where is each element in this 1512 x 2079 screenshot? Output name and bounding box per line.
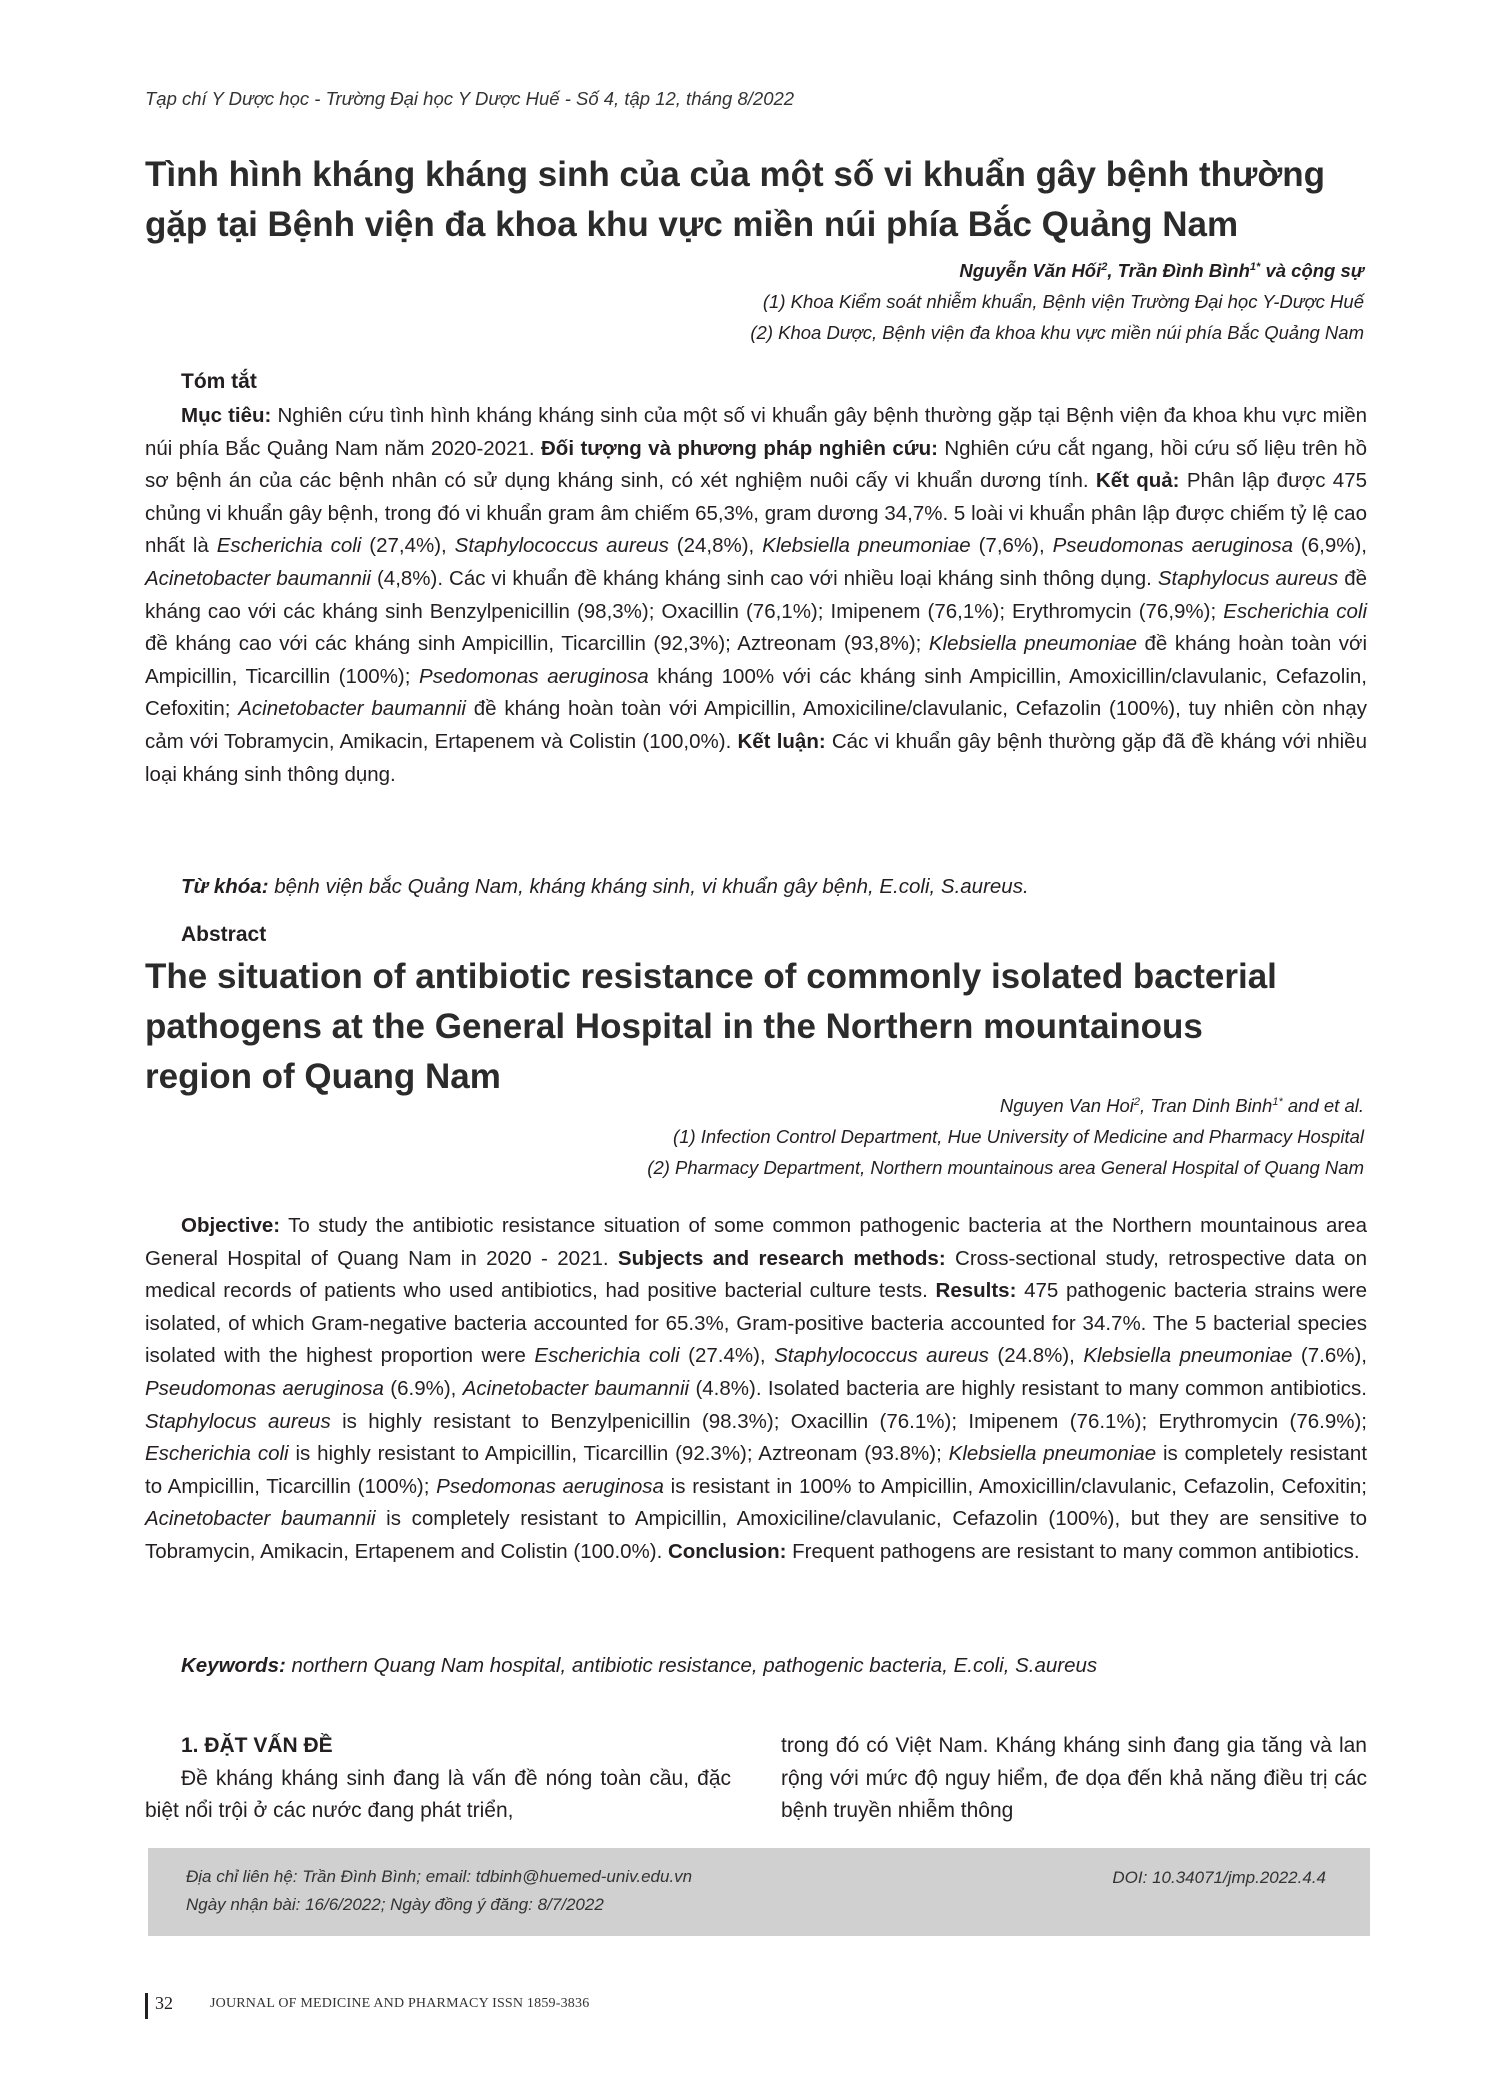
vn-keywords: Từ khóa: bệnh viện bắc Quảng Nam, kháng kháng sinh, vi khuẩn gây bệnh, E.coli, S.aureus. bbox=[181, 875, 1029, 898]
en-authors-block bbox=[647, 1090, 1364, 1183]
vn-summary-paragraph: Mục tiêu: Nghiên cứu tình hình kháng kháng sinh của một số vi khuẩn gây bệnh thường gặp tại Bệnh viện đa khoa khu vực miền núi phía Bắc Quảng Nam năm 2020-2021. Đối tượng và phương pháp nghiên cứu: Nghiên cứu cắt ngang, hồi cứu số liệu trên hồ sơ bệnh án của các bệnh nhân có sử dụng kháng sinh, có xét nghiệm nuôi cấy vi khuẩn dương tính. Kết quả: Phân lập được 475 chủng vi khuẩn gây bệnh, trong đó vi khuẩn gram âm chiếm 65,3%, gram dương 34,7%. 5 loài vi khuẩn phân lập được chiếm tỷ lệ cao nhất là Escherichia coli (27,4%), Staphylococcus aureus (24,8%), Klebsiella pneumoniae (7,6%), Pseudomonas aeruginosa (6,9%), Acinetobacter baumannii (4,8%). Các vi khuẩn đề kháng kháng sinh cao với nhiều loại kháng sinh thông dụng. Staphylocus aureus đề kháng cao với các kháng sinh Benzylpenicillin (98,3%); Oxacillin (76,1%); Imipenem (76,1%); Erythromycin (76,9%); Escherichia coli đề kháng cao với các kháng sinh Ampicillin, Ticarcillin (92,3%); Aztreonam (93,8%); Klebsiella pneumoniae đề kháng hoàn toàn với Ampicillin, Ticarcillin (100%); Psedomonas aeruginosa kháng 100% với các kháng sinh Ampicillin, Amoxicillin/clavulanic, Cefazolin, Cefoxitin; Acinetobacter baumannii đề kháng hoàn toàn với Ampicillin, Amoxiciline/clavulanic, Cefazolin (100%), tuy nhiên còn nhạy cảm với Tobramycin, Amikacin, Ertapenem và Colistin (100,0%). Kết luận: Các vi khuẩn gây bệnh thường gặp đã đề kháng với nhiều loại kháng sinh thông dụng. bbox=[145, 404, 1368, 786]
vn-title-line: Tình hình kháng kháng sinh của của một số vi khuẩn gây bệnh thường bbox=[145, 155, 1326, 194]
vn-affiliation-1: (1) Khoa Kiểm soát nhiễm khuẩn, Bệnh viện Trường Đại học Y-Dược Huế bbox=[762, 291, 1364, 312]
abstract-heading: Abstract bbox=[181, 923, 267, 946]
page-number: 32 bbox=[155, 1993, 173, 2013]
body-right-text: trong đó có Việt Nam. Kháng kháng sinh đang gia tăng và lan rộng với mức độ nguy hiểm, đe dọa đến khả năng điều trị các bệnh truyền nhiễm thông bbox=[781, 1734, 1367, 1822]
received-dates: Ngày nhận bài: 16/6/2022; Ngày đồng ý đăng: 8/7/2022 bbox=[186, 1895, 604, 1914]
footer-divider bbox=[145, 1993, 148, 2019]
vn-title-line: gặp tại Bệnh viện đa khoa khu vực miền núi phía Bắc Quảng Nam bbox=[145, 205, 1239, 244]
vn-affiliation-2: (2) Khoa Dược, Bệnh viện đa khoa khu vực miền núi phía Bắc Quảng Nam bbox=[750, 322, 1364, 343]
body-column-right bbox=[781, 1730, 1367, 1828]
en-author-names: Nguyen Van Hoi$^2$, Tran Dinh Binh$^{1*}$ and et al. bbox=[999, 1095, 1364, 1116]
en-affiliation-2: (2) Pharmacy Department, Northern mountainous area General Hospital of Quang Nam bbox=[647, 1157, 1364, 1178]
en-affiliation-1: (1) Infection Control Department, Hue University of Medicine and Pharmacy Hospital bbox=[673, 1126, 1364, 1147]
vietnamese-title bbox=[145, 150, 1375, 250]
body-column-left bbox=[145, 1730, 731, 1828]
body-left-text: Đề kháng kháng sinh đang là vấn đề nóng toàn cầu, đặc biệt nổi trội ở các nước đang phát triển, bbox=[145, 1766, 731, 1822]
doi-label: DOI: 10.34071/jmp.2022.4.4 bbox=[1112, 1868, 1326, 1887]
summary-heading: Tóm tắt bbox=[181, 370, 257, 393]
english-title bbox=[145, 952, 1375, 1102]
vn-authors-block bbox=[750, 255, 1364, 348]
en-title-line: region of Quang Nam bbox=[145, 1057, 501, 1096]
footer-journal-name: JOURNAL OF MEDICINE AND PHARMACY ISSN 1859-3836 bbox=[210, 1996, 590, 2011]
en-keywords: Keywords: northern Quang Nam hospital, antibiotic resistance, pathogenic bacteria, E.coli, S.aureus bbox=[181, 1654, 1098, 1677]
section-1-heading: 1. ĐẶT VẤN ĐỀ bbox=[181, 1734, 333, 1757]
en-title-line: pathogens at the General Hospital in the Northern mountainous bbox=[145, 1007, 1203, 1046]
contact-address: Địa chỉ liên hệ: Trần Đình Bình; email: tdbinh@huemed-univ.edu.vn bbox=[186, 1867, 693, 1886]
vn-author-names: Nguyễn Văn Hối$^2$, Trần Đình Bình$^{1*}$ và cộng sự bbox=[959, 260, 1364, 281]
en-title-line: The situation of antibiotic resistance of commonly isolated bacterial bbox=[145, 957, 1277, 996]
journal-header: Tạp chí Y Dược học - Trường Đại học Y Dược Huế - Số 4, tập 12, tháng 8/2022 bbox=[145, 88, 795, 109]
contact-info-box bbox=[148, 1848, 1370, 1936]
en-abstract-paragraph: Objective: To study the antibiotic resistance situation of some common pathogenic bacteria at the Northern mountainous area General Hospital of Quang Nam in 2020 - 2021. Subjects and research methods: Cross-sectional study, retrospective data on medical records of patients who used antibiotics, had positive bacterial culture tests. Results: 475 pathogenic bacteria strains were isolated, of which Gram-negative bacteria accounted for 65.3%, Gram-positive bacteria accounted for 34.7%. The 5 bacterial species isolated with the highest proportion were Escherichia coli (27.4%), Staphylococcus aureus (24.8%), Klebsiella pneumoniae (7.6%), Pseudomonas aeruginosa (6.9%), Acinetobacter baumannii (4.8%). Isolated bacteria are highly resistant to many common antibiotics. Staphylocus aureus is highly resistant to Benzylpenicillin (98.3%); Oxacillin (76.1%); Imipenem (76.1%); Erythromycin (76.9%); Escherichia coli is highly resistant to Ampicillin, Ticarcillin (92.3%); Aztreonam (93.8%); Klebsiella pneumoniae is completely resistant to Ampicillin, Ticarcillin (100%); Psedomonas aeruginosa is resistant in 100% to Ampicillin, Amoxicillin/clavulanic, Cefazolin, Cefoxitin; Acinetobacter baumannii is completely resistant to Ampicillin, Amoxiciline/clavulanic, Cefazolin (100%), but they are sensitive to Tobramycin, Amikacin, Ertapenem and Colistin (100.0%). Conclusion: Frequent pathogens are resistant to many common antibiotics. bbox=[145, 1214, 1368, 1563]
